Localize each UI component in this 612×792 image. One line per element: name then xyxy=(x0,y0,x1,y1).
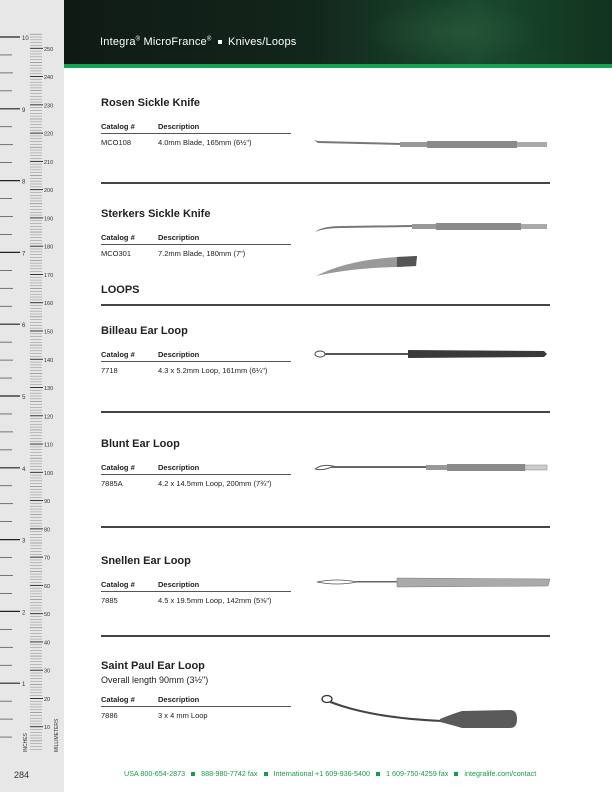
page-number: 284 xyxy=(14,770,30,780)
inch-label: 3 xyxy=(22,538,26,545)
mm-label: 60 xyxy=(44,583,51,590)
inches-caption: INCHES xyxy=(23,733,29,752)
product-title: Snellen Ear Loop xyxy=(101,555,191,567)
mm-label: 80 xyxy=(44,527,51,534)
product-rosen-sickle-knife xyxy=(101,97,291,147)
header-glow xyxy=(364,0,544,64)
mm-label: 40 xyxy=(44,640,51,647)
catalog-number: 7885A xyxy=(101,479,123,488)
table-header xyxy=(101,122,291,134)
bullet-icon xyxy=(454,772,458,776)
mm-label: 30 xyxy=(44,668,51,675)
table-row xyxy=(101,707,291,720)
mm-label: 230 xyxy=(44,103,54,110)
inch-label: 6 xyxy=(22,323,26,330)
catalog-table xyxy=(101,122,291,147)
mm-label: 90 xyxy=(44,499,51,506)
inch-label: 7 xyxy=(22,251,26,258)
mm-label: 70 xyxy=(44,555,51,562)
mm-label: 10 xyxy=(44,725,51,732)
description: 4.5 x 19.5mm Loop, 142mm (5⅝") xyxy=(158,596,272,605)
product-saint-paul-ear-loop xyxy=(101,660,291,720)
description-header: Description xyxy=(158,233,200,242)
reg-mark: ® xyxy=(206,36,212,43)
reg-mark: ® xyxy=(135,36,141,43)
catalog-number: MCO301 xyxy=(101,249,132,258)
mm-label: 130 xyxy=(44,386,54,393)
usa-fax: 888-980-7742 fax xyxy=(201,769,258,778)
catalog-table xyxy=(101,463,291,488)
catalog-header: Catalog # xyxy=(101,350,135,359)
header-accent-bar xyxy=(64,64,612,68)
mm-label: 200 xyxy=(44,188,54,195)
bullet-icon xyxy=(376,772,380,776)
inch-label: 4 xyxy=(22,466,26,473)
catalog-header: Catalog # xyxy=(101,233,135,242)
section-divider xyxy=(101,411,550,413)
snellen-ear-loop-image xyxy=(312,575,552,595)
table-row xyxy=(101,362,291,375)
mm-label: 150 xyxy=(44,329,54,336)
contact-link[interactable]: integralife.com/contact xyxy=(464,769,537,778)
mm-label: 250 xyxy=(44,46,54,53)
section-divider xyxy=(101,526,550,528)
product-title: Blunt Ear Loop xyxy=(101,438,180,450)
product-title: Sterkers Sickle Knife xyxy=(101,208,211,220)
page-header xyxy=(64,0,612,64)
sterkers-sickle-knife-image xyxy=(312,220,552,285)
international-fax: 1 609-750-4259 fax xyxy=(386,769,449,778)
bullet-icon xyxy=(264,772,268,776)
mm-label: 220 xyxy=(44,131,54,138)
mm-label: 100 xyxy=(44,470,54,477)
mm-label: 20 xyxy=(44,696,51,703)
description: 4.3 x 5.2mm Loop, 161mm (6¼") xyxy=(158,366,268,375)
table-header xyxy=(101,695,291,707)
description-header: Description xyxy=(158,695,200,704)
table-header xyxy=(101,233,291,245)
catalog-header: Catalog # xyxy=(101,463,135,472)
mm-label: 50 xyxy=(44,612,51,619)
mm-label: 160 xyxy=(44,301,54,308)
product-title: Billeau Ear Loop xyxy=(101,325,188,337)
inch-label: 8 xyxy=(22,179,26,186)
product-snellen-ear-loop xyxy=(101,555,291,605)
section-name: Knives/Loops xyxy=(228,36,297,48)
usa-phone: USA 800-654-2873 xyxy=(124,769,186,778)
header-title xyxy=(100,36,296,48)
product-title: Saint Paul Ear Loop xyxy=(101,660,205,672)
description-header: Description xyxy=(158,580,200,589)
table-header xyxy=(101,350,291,362)
table-row xyxy=(101,134,291,147)
inch-label: 1 xyxy=(22,682,26,689)
inch-label: 9 xyxy=(22,107,26,114)
catalog-header: Catalog # xyxy=(101,695,135,704)
brand-microfrance: MicroFrance xyxy=(143,36,207,48)
mm-label: 180 xyxy=(44,244,54,251)
mm-label: 120 xyxy=(44,414,54,421)
catalog-table xyxy=(101,695,291,720)
measurement-ruler xyxy=(0,0,64,792)
description: 4.2 x 14.5mm Loop, 200mm (7¾") xyxy=(158,479,272,488)
inch-label: 5 xyxy=(22,395,26,401)
catalog-table xyxy=(101,350,291,375)
catalog-table xyxy=(101,580,291,605)
table-row xyxy=(101,245,291,258)
bullet-icon xyxy=(191,772,195,776)
description: 7.2mm Blade, 180mm (7") xyxy=(158,249,246,258)
ruler-graphic xyxy=(0,0,64,792)
mm-label: 210 xyxy=(44,159,54,166)
mm-label: 110 xyxy=(44,442,53,449)
mm-label: 170 xyxy=(44,272,54,279)
inch-label: 2 xyxy=(22,610,26,617)
loops-heading: LOOPS xyxy=(101,284,140,296)
product-title: Rosen Sickle Knife xyxy=(101,97,201,109)
saint-paul-ear-loop-image xyxy=(312,692,552,737)
section-divider xyxy=(101,635,550,637)
product-blunt-ear-loop xyxy=(101,438,291,488)
inch-label: 10 xyxy=(22,36,29,42)
catalog-number: 7885 xyxy=(101,596,118,605)
description-header: Description xyxy=(158,122,200,131)
mm-label: 140 xyxy=(44,357,54,364)
catalog-number: 7718 xyxy=(101,366,118,375)
product-billeau-ear-loop xyxy=(101,325,291,375)
description-header: Description xyxy=(158,350,200,359)
international-phone: International +1 609-936-5400 xyxy=(273,769,371,778)
billeau-ear-loop-image xyxy=(312,345,552,365)
mm-label: 190 xyxy=(44,216,54,223)
product-sterkers-sickle-knife xyxy=(101,208,291,258)
catalog-number: 7886 xyxy=(101,711,118,720)
blunt-ear-loop-image xyxy=(312,460,552,480)
table-header xyxy=(101,580,291,592)
catalog-header: Catalog # xyxy=(101,580,135,589)
description: 3 x 4 mm Loop xyxy=(158,711,208,720)
mm-label: 240 xyxy=(44,75,54,82)
millimeters-caption: MILLIMETERS xyxy=(54,718,60,752)
table-row xyxy=(101,592,291,605)
brand-integra: Integra xyxy=(100,36,136,48)
description-header: Description xyxy=(158,463,200,472)
catalog-table xyxy=(101,233,291,258)
rosen-sickle-knife-image xyxy=(312,130,552,152)
section-divider xyxy=(101,304,550,306)
product-subtitle: Overall length 90mm (3½") xyxy=(101,675,209,685)
catalog-number: MCO108 xyxy=(101,138,132,147)
table-row xyxy=(101,475,291,488)
contact-footer xyxy=(124,769,536,778)
bullet-icon xyxy=(218,40,222,44)
section-divider xyxy=(101,182,550,184)
table-header xyxy=(101,463,291,475)
description: 4.0mm Blade, 165mm (6½") xyxy=(158,138,252,147)
catalog-header: Catalog # xyxy=(101,122,135,131)
